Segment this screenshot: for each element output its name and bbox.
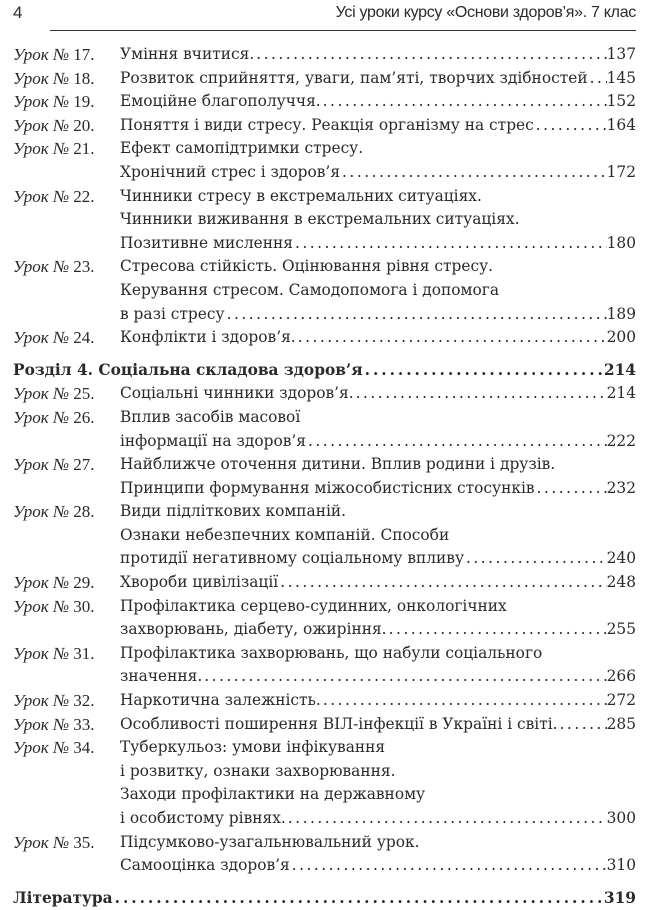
title-line [120,303,636,327]
lesson-prefix: Урок [13,257,49,277]
title-line [120,547,636,571]
lesson-title [120,642,636,689]
title-text: Позитивне мислення [120,233,293,252]
toc-entry[interactable] [13,406,636,453]
dot-leader [113,887,604,910]
lesson-number: 27. [73,455,95,475]
page-number-ref: 200 [606,328,636,347]
lesson-number: 35. [73,832,95,852]
page-number-ref: 266 [606,667,636,686]
title-text: Заходи профілактики на державному [120,785,426,804]
lesson-title [120,571,636,595]
title-text: Види підліткових компаній. [120,502,347,521]
title-text: Поняття і види стресу. Реакція організму на стрес [120,115,534,134]
title-line [120,137,636,161]
dot-leader [387,618,607,642]
lesson-prefix: Урок [13,738,49,758]
title-line [120,43,636,67]
number-sign: № [52,45,69,64]
dot-leader [354,382,607,406]
number-sign: № [52,573,69,593]
lesson-number: 28. [73,502,95,522]
title-text: Найближче оточення дитини. Вплив родини і друзів. [120,455,556,474]
title-text: значення. [120,667,203,686]
page-number-ref: 272 [606,691,636,710]
toc-entry[interactable] [13,137,636,184]
page-number-ref: 255 [606,620,636,639]
lesson-prefix: Урок [13,115,49,135]
lesson-title [120,453,636,500]
title-line [120,185,636,209]
lesson-prefix: Урок [13,573,49,593]
page-number-ref: 172 [606,162,636,181]
number-sign: № [52,328,69,348]
lesson-title [120,406,636,453]
lesson-prefix: Урок [13,455,49,475]
page-number-ref: 285 [606,714,636,733]
title-line [120,430,636,454]
lesson-label [13,736,120,830]
number-sign: № [52,502,69,522]
title-line [120,255,636,279]
title-line [120,665,636,689]
lesson-title [120,831,636,878]
number-sign: № [52,714,69,734]
toc-entry[interactable] [13,382,636,406]
lesson-prefix: Урок [13,68,49,88]
title-text: Чинники виживання в екстремальних ситуаціях. [120,210,520,229]
dot-leader [558,713,607,737]
title-line [120,161,636,185]
toc-entry[interactable] [13,185,636,256]
toc-entry[interactable] [13,500,636,571]
lesson-number: 33. [73,714,95,734]
lesson-number: 24. [73,328,95,348]
toc-entry[interactable] [13,713,636,737]
title-line [120,642,636,666]
lesson-title [120,67,636,91]
title-line [120,477,636,501]
lesson-label [13,595,120,642]
lesson-label [13,255,120,326]
title-text: Профілактика серцево-судинних, онкологічних [120,596,507,615]
title-text: Ознаки небезпечних компаній. Способи [120,525,450,544]
toc-entry[interactable] [13,831,636,878]
toc-entry[interactable] [13,689,636,713]
title-text: Уміння вчитися. [120,45,255,63]
title-text: Керування стресом. Самодопомога і допомога [120,280,500,299]
lesson-label [13,137,120,184]
title-text: інформації на здоров’я [120,431,306,450]
lesson-prefix: Урок [13,832,49,852]
number-sign: № [52,738,69,758]
lesson-label [13,67,120,91]
lesson-label [13,185,120,256]
header-rule [50,30,636,31]
lesson-prefix: Урок [13,596,49,616]
title-line [120,67,636,91]
page-number-ref: 137 [606,45,636,63]
page-number-ref: 310 [606,856,636,875]
dot-leader [286,807,607,831]
running-title: Усі уроки курсу «Основи здоров’я». 7 клас [335,4,636,21]
page-number-ref: 189 [606,304,636,323]
title-line [120,854,636,878]
page-number-ref: 214 [606,384,636,403]
dot-leader [588,67,607,91]
title-line [120,90,636,114]
toc-entry[interactable] [13,67,636,91]
title-text: Особливості поширення ВІЛ-інфекції в Україні і світі. [120,714,558,733]
title-line [120,382,636,406]
lesson-title [120,326,636,350]
lesson-label [13,382,120,406]
toc-entry[interactable] [13,642,636,689]
toc-entry[interactable] [13,571,636,595]
title-text: Розвиток сприйняття, уваги, пам’яті, творчих здібностей [120,68,588,87]
toc-entry[interactable] [13,114,636,138]
lesson-number: 30. [73,596,95,616]
toc-literature[interactable] [13,887,636,910]
toc-entry[interactable] [13,43,636,67]
dot-leader [363,359,604,383]
dot-leader [321,90,607,114]
number-sign: № [52,643,69,663]
number-sign: № [52,257,69,277]
lesson-title [120,689,636,713]
title-text: Туберкульоз: умови інфікування [120,738,386,757]
lesson-number: 22. [73,186,95,206]
page-number-ref: 248 [606,573,636,592]
lesson-title [120,43,636,67]
lesson-prefix: Урок [13,384,49,404]
lesson-label [13,689,120,713]
number-sign: № [52,115,69,135]
title-line [120,326,636,350]
lesson-number: 18. [73,68,95,88]
title-text: і розвитку, ознаки захворювання. [120,761,396,780]
dot-leader [534,114,607,138]
lesson-label [13,406,120,453]
lesson-title [120,736,636,830]
number-sign: № [52,68,69,88]
lesson-title [120,137,636,184]
section-title: Розділ 4. Соціальна складова здоров’я [13,360,363,379]
lesson-prefix: Урок [13,92,49,112]
title-line [120,736,636,760]
dot-leader [321,689,607,713]
lesson-prefix: Урок [13,139,49,159]
toc-entry[interactable] [13,326,636,350]
dot-leader [293,232,607,256]
lesson-number: 17. [73,45,95,64]
lesson-label [13,453,120,500]
number-sign: № [52,139,69,159]
title-text: захворювань, діабету, ожиріння. [120,620,387,639]
title-text: і особистому рівнях. [120,809,286,827]
dot-leader [278,571,606,595]
section-page: 214 [603,360,636,379]
title-text: Наркотична залежність. [120,691,321,710]
title-line [120,279,636,303]
dot-leader [290,854,607,878]
title-line [120,500,636,524]
lesson-number: 21. [73,139,95,159]
dot-leader [306,430,607,454]
title-line [120,406,636,430]
dot-leader [254,43,606,67]
table-of-contents [13,43,636,910]
title-line [120,114,636,138]
number-sign: № [52,691,69,711]
lesson-prefix: Урок [13,407,49,427]
page-number-ref: 145 [606,68,636,87]
number-sign: № [52,92,69,112]
title-line [120,571,636,595]
lesson-prefix: Урок [13,45,49,64]
number-sign: № [52,596,69,616]
dot-leader [340,161,607,185]
lesson-label [13,43,120,67]
lesson-prefix: Урок [13,714,49,734]
lesson-title [120,255,636,326]
lesson-number: 19. [73,92,95,112]
toc-entry[interactable] [13,90,636,114]
number-sign: № [52,407,69,427]
lesson-label [13,713,120,737]
title-line [120,760,636,784]
title-text: Підсумково-узагальнювальний урок. [120,832,420,851]
lesson-label [13,326,120,350]
toc-part-1 [13,43,636,350]
page-number-ref: 222 [606,431,636,450]
number-sign: № [52,455,69,475]
toc-entry[interactable] [13,255,636,326]
toc-entry[interactable] [13,453,636,500]
page-number-ref: 164 [606,115,636,134]
dot-leader [464,547,607,571]
lesson-label [13,642,120,689]
dot-leader [202,665,606,689]
lesson-number: 20. [73,115,95,135]
lesson-title [120,713,636,737]
title-text: в разі стресу [120,304,225,323]
number-sign: № [52,384,69,404]
dot-leader [296,326,607,350]
literature-page: 319 [603,888,636,907]
title-line [120,689,636,713]
lesson-number: 26. [73,407,95,427]
lesson-title [120,595,636,642]
title-line [120,208,636,232]
lesson-number: 25. [73,384,95,404]
title-text: Принципи формування міжособистісних стосунків [120,478,535,497]
lesson-number: 32. [73,691,95,711]
page-number-ref: 180 [606,233,636,252]
lesson-prefix: Урок [13,502,49,522]
lesson-prefix: Урок [13,186,49,206]
lesson-label [13,571,120,595]
title-text: Емоційне благополуччя. [120,92,321,111]
title-line [120,595,636,619]
page-number-ref: 300 [606,809,636,827]
title-text: Хвороби цивілізації [120,573,279,592]
lesson-prefix: Урок [13,328,49,348]
lesson-label [13,114,120,138]
toc-entry[interactable] [13,595,636,642]
lesson-title [120,500,636,571]
title-line [120,453,636,477]
lesson-prefix: Урок [13,643,49,663]
title-text: Профілактика захворювань, що набули соціального [120,643,543,662]
literature-title: Література [13,888,113,907]
lesson-label [13,90,120,114]
lesson-prefix: Урок [13,691,49,711]
lesson-label [13,500,120,571]
title-line [120,783,636,807]
title-line [120,232,636,256]
toc-section-4[interactable] [13,359,636,383]
lesson-title [120,90,636,114]
lesson-number: 34. [73,738,95,758]
title-line [120,618,636,642]
title-text: Вплив засобів масової [120,407,301,426]
title-text: протидії негативному соціальному впливу [120,549,465,568]
toc-entry[interactable] [13,736,636,830]
title-line [120,807,636,831]
number-sign: № [52,832,69,852]
dot-leader [225,303,607,327]
toc-part-2 [13,382,636,877]
lesson-number: 29. [73,573,95,593]
title-text: Конфлікти і здоров’я. [120,328,296,347]
title-text: Ефект самопідтримки стресу. [120,139,364,158]
title-text: Стресова стійкість. Оцінювання рівня стресу. [120,257,494,276]
title-text: Самооцінка здоров’я [120,856,290,875]
page-number-ref: 152 [606,92,636,111]
lesson-title [120,382,636,406]
title-line [120,713,636,737]
page-number-ref: 232 [606,478,636,497]
lesson-title [120,185,636,256]
title-line [120,524,636,548]
page-number-ref: 240 [606,549,636,568]
lesson-number: 23. [73,257,95,277]
title-text: Чинники стресу в екстремальних ситуаціях. [120,186,482,205]
lesson-title [120,114,636,138]
dot-leader [535,477,607,501]
title-line [120,831,636,855]
title-text: Хронічний стрес і здоров’я [120,162,341,181]
lesson-number: 31. [73,643,95,663]
title-text: Соціальні чинники здоров’я. [120,384,354,403]
page-number: 4 [13,3,23,22]
lesson-label [13,831,120,878]
number-sign: № [52,186,69,206]
